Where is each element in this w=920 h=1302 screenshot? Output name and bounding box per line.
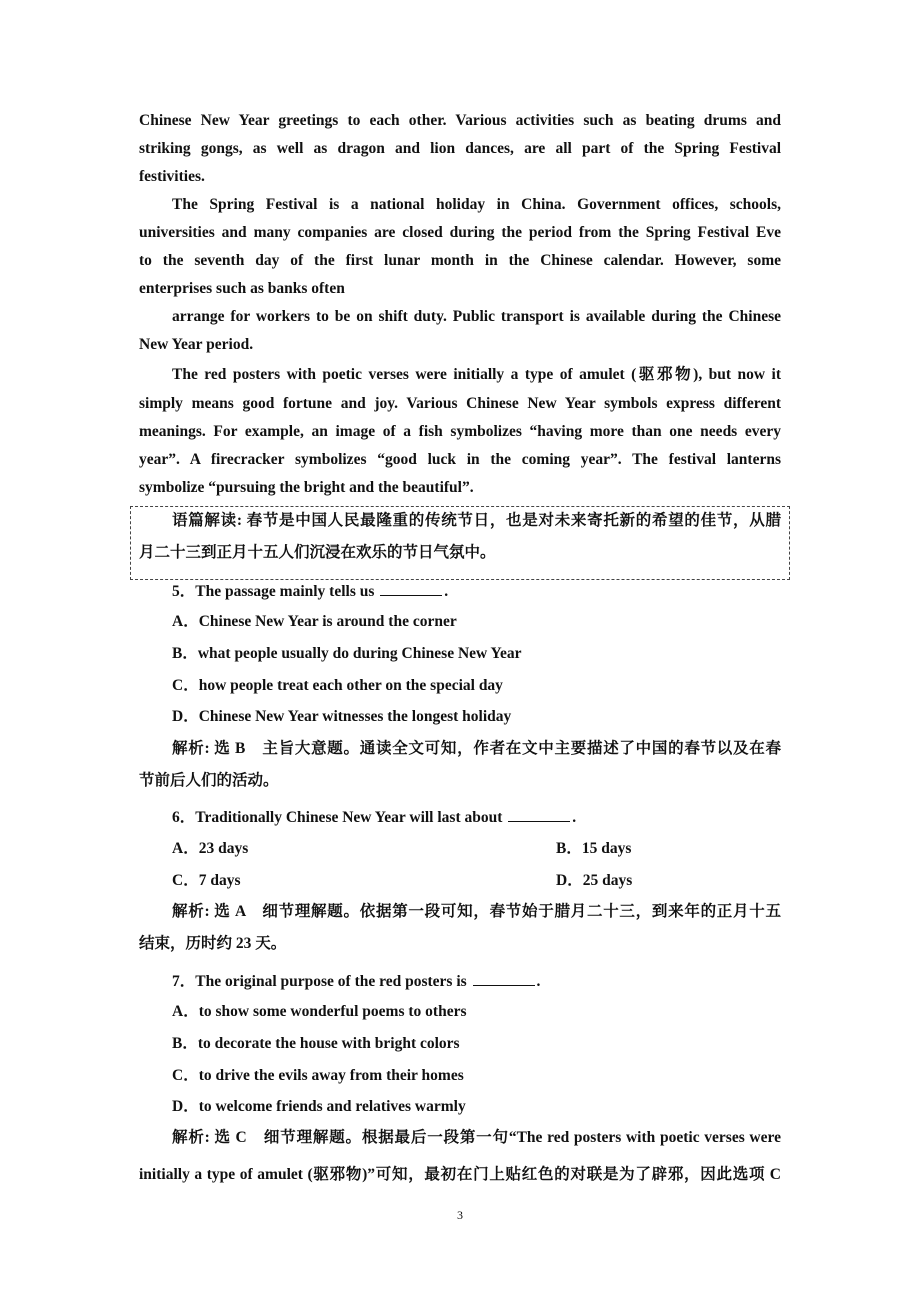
passage-line: festivities.	[139, 168, 205, 185]
option-row	[172, 839, 781, 859]
option-c: C．to drive the evils away from their homes	[172, 1067, 464, 1084]
option-b: B．15 days	[556, 840, 632, 857]
passage-line: New Year period.	[139, 336, 254, 353]
analysis-line: initially a type of amulet (驱邪物)”可知，最初在门上贴红色的对联是为了辟邪，因此选项 C	[139, 1166, 781, 1183]
stem-end: .	[536, 973, 541, 990]
analysis-line: 解析: 选 B 主旨大意题。通读全文可知，作者在文中主要描述了中国的春节以及在春	[172, 740, 781, 757]
passage-line: year”. A firecracker symbolizes “good luck in the coming year”. The festival lanterns	[139, 451, 781, 468]
page-number: 3	[457, 1208, 463, 1222]
option-a: A．to show some wonderful poems to others	[172, 1003, 467, 1020]
passage-line: striking gongs, as well as dragon and lion dances, are all part of the Spring Festival	[139, 140, 781, 157]
stem-end: .	[444, 583, 449, 600]
analysis-line: 解析: 选 C 细节理解题。根据最后一段第一句“The red posters with poetic verses were	[172, 1129, 781, 1146]
question-5-stem	[172, 581, 781, 602]
option-d: D．to welcome friends and relatives warmly	[172, 1098, 466, 1115]
answer-blank	[380, 581, 442, 596]
option-c: C．7 days	[172, 872, 241, 889]
option-a: A．Chinese New Year is around the corner	[172, 613, 457, 630]
question-6-stem	[172, 807, 781, 828]
option-row	[172, 871, 781, 891]
option-d: D．25 days	[556, 872, 633, 889]
reading-note-line: 月二十三到正月十五人们沉浸在欢乐的节日气氛中。	[139, 544, 496, 561]
passage-line: The red posters with poetic verses were initially a type of amulet (驱邪物), but now it	[172, 366, 781, 383]
question-stem-text: 6．Traditionally Chinese New Year will last about	[172, 809, 503, 826]
question-7-stem	[172, 971, 781, 992]
analysis-line: 节前后人们的活动。	[139, 772, 279, 789]
passage-line: arrange for workers to be on shift duty. Public transport is available during the Chinese	[172, 308, 781, 325]
passage-line: symbolize “pursuing the bright and the beautiful”.	[139, 479, 474, 496]
question-stem-text: 5．The passage mainly tells us	[172, 583, 375, 600]
passage-line: enterprises such as banks often	[139, 280, 345, 297]
analysis-line: 解析: 选 A 细节理解题。依据第一段可知，春节始于腊月二十三，到来年的正月十五	[172, 903, 781, 920]
analysis-line: 结束，历时约 23 天。	[139, 935, 287, 952]
answer-blank	[473, 971, 535, 986]
passage-line: universities and many companies are closed during the period from the Spring Festival Eve	[139, 224, 781, 241]
reading-note-line: 语篇解读: 春节是中国人民最隆重的传统节日，也是对未来寄托新的希望的佳节，从腊	[172, 512, 781, 529]
option-d: D．Chinese New Year witnesses the longest holiday	[172, 708, 512, 725]
passage-line: to the seventh day of the first lunar month in the Chinese calendar. However, some	[139, 252, 781, 269]
option-b: B．what people usually do during Chinese New Year	[172, 645, 522, 662]
passage-line: meanings. For example, an image of a fish symbolizes “having more than one needs every	[139, 423, 781, 440]
passage-line: simply means good fortune and joy. Various Chinese New Year symbols express different	[139, 395, 781, 412]
passage-line: Chinese New Year greetings to each other. Various activities such as beating drums and	[139, 112, 781, 129]
option-c: C．how people treat each other on the special day	[172, 677, 503, 694]
stem-end: .	[572, 809, 577, 826]
passage-line: The Spring Festival is a national holiday in China. Government offices, schools,	[172, 196, 781, 213]
option-b: B．to decorate the house with bright colors	[172, 1035, 460, 1052]
option-a: A．23 days	[172, 840, 249, 857]
question-stem-text: 7．The original purpose of the red posters is	[172, 973, 467, 990]
answer-blank	[508, 807, 570, 822]
